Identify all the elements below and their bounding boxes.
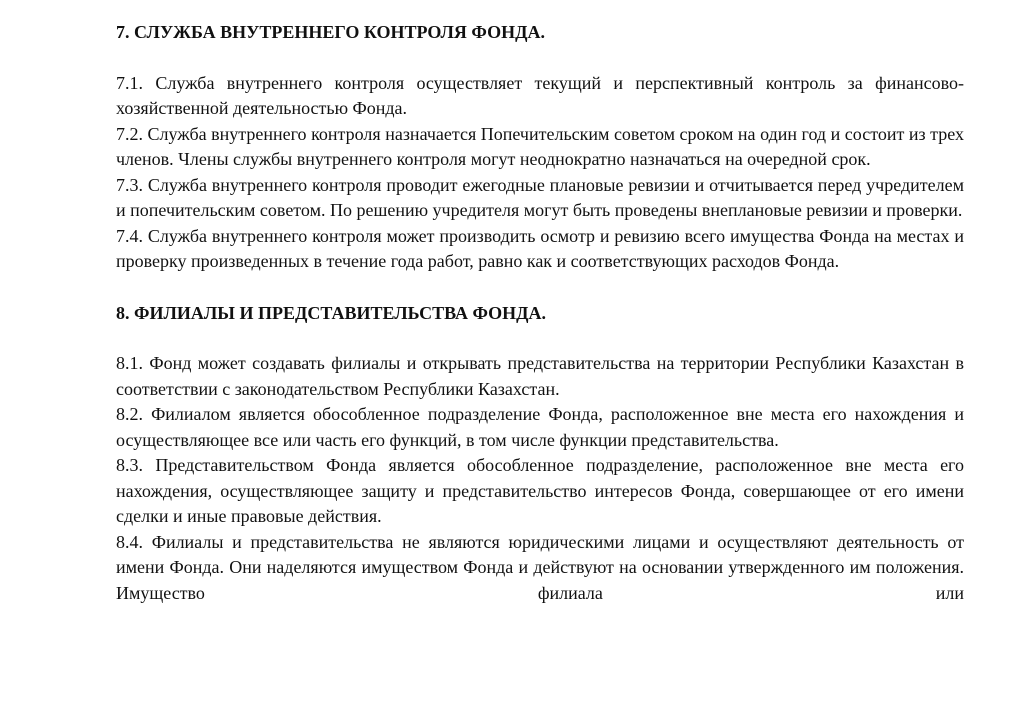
section-8 [116,301,964,607]
paragraph-7-2: 7.2. Служба внутреннего контроля назначается Попечительским советом сроком на один год и состоит из трех членов. Члены службы внутреннего контроля могут неоднократно назначаться на очередной срок. [116,123,964,169]
paragraph-8-1: 8.1. Фонд может создавать филиалы и открывать представительства на территории Республики Казахстан в соответствии с законодательством Республики Казахстан. [116,353,964,399]
spacer [116,275,964,301]
paragraph-7-4: 7.4. Служба внутреннего контроля может производить осмотр и ревизию всего имущества Фонда на местах и проверку произведенных в течение года работ, равно как и соответствующих расходов Фонда. [116,225,964,271]
paragraph-7-3: 7.3. Служба внутреннего контроля проводит ежегодные плановые ревизии и отчитывается перед учредителем и попечительским советом. По решению учредителя могут быть проведены внеплановые ревизии и проверки. [116,174,964,220]
section-7-title: 7. СЛУЖБА ВНУТРЕННЕГО КОНТРОЛЯ ФОНДА. [116,22,545,42]
paragraph-8-3: 8.3. Представительством Фонда является обособленное подразделение, расположенное вне места его нахождения, осуществляющее защиту и представительство интересов Фонда, совершающее от его имени сделки и иные правовые действия. [116,455,964,526]
paragraph-8-2: 8.2. Филиалом является обособленное подразделение Фонда, расположенное вне места его нахождения и осуществляющее все или часть его функций, в том числе функции представительства. [116,404,964,450]
spacer [116,326,964,351]
document-page [116,20,964,606]
paragraph-7-1: 7.1. Служба внутреннего контроля осуществляет текущий и перспективный контроль за финансово-хозяйственной деятельностью Фонда. [116,72,964,118]
section-8-title: 8. ФИЛИАЛЫ И ПРЕДСТАВИТЕЛЬСТВА ФОНДА. [116,302,547,323]
section-7 [116,20,964,275]
spacer [116,46,964,71]
paragraph-8-4: 8.4. Филиалы и представительства не являются юридическими лицами и осуществляют деятельность от имени Фонда. Они наделяются имуществом Фонда и действуют на основании утвержденного им положения. Имущество филиала или [116,531,964,603]
